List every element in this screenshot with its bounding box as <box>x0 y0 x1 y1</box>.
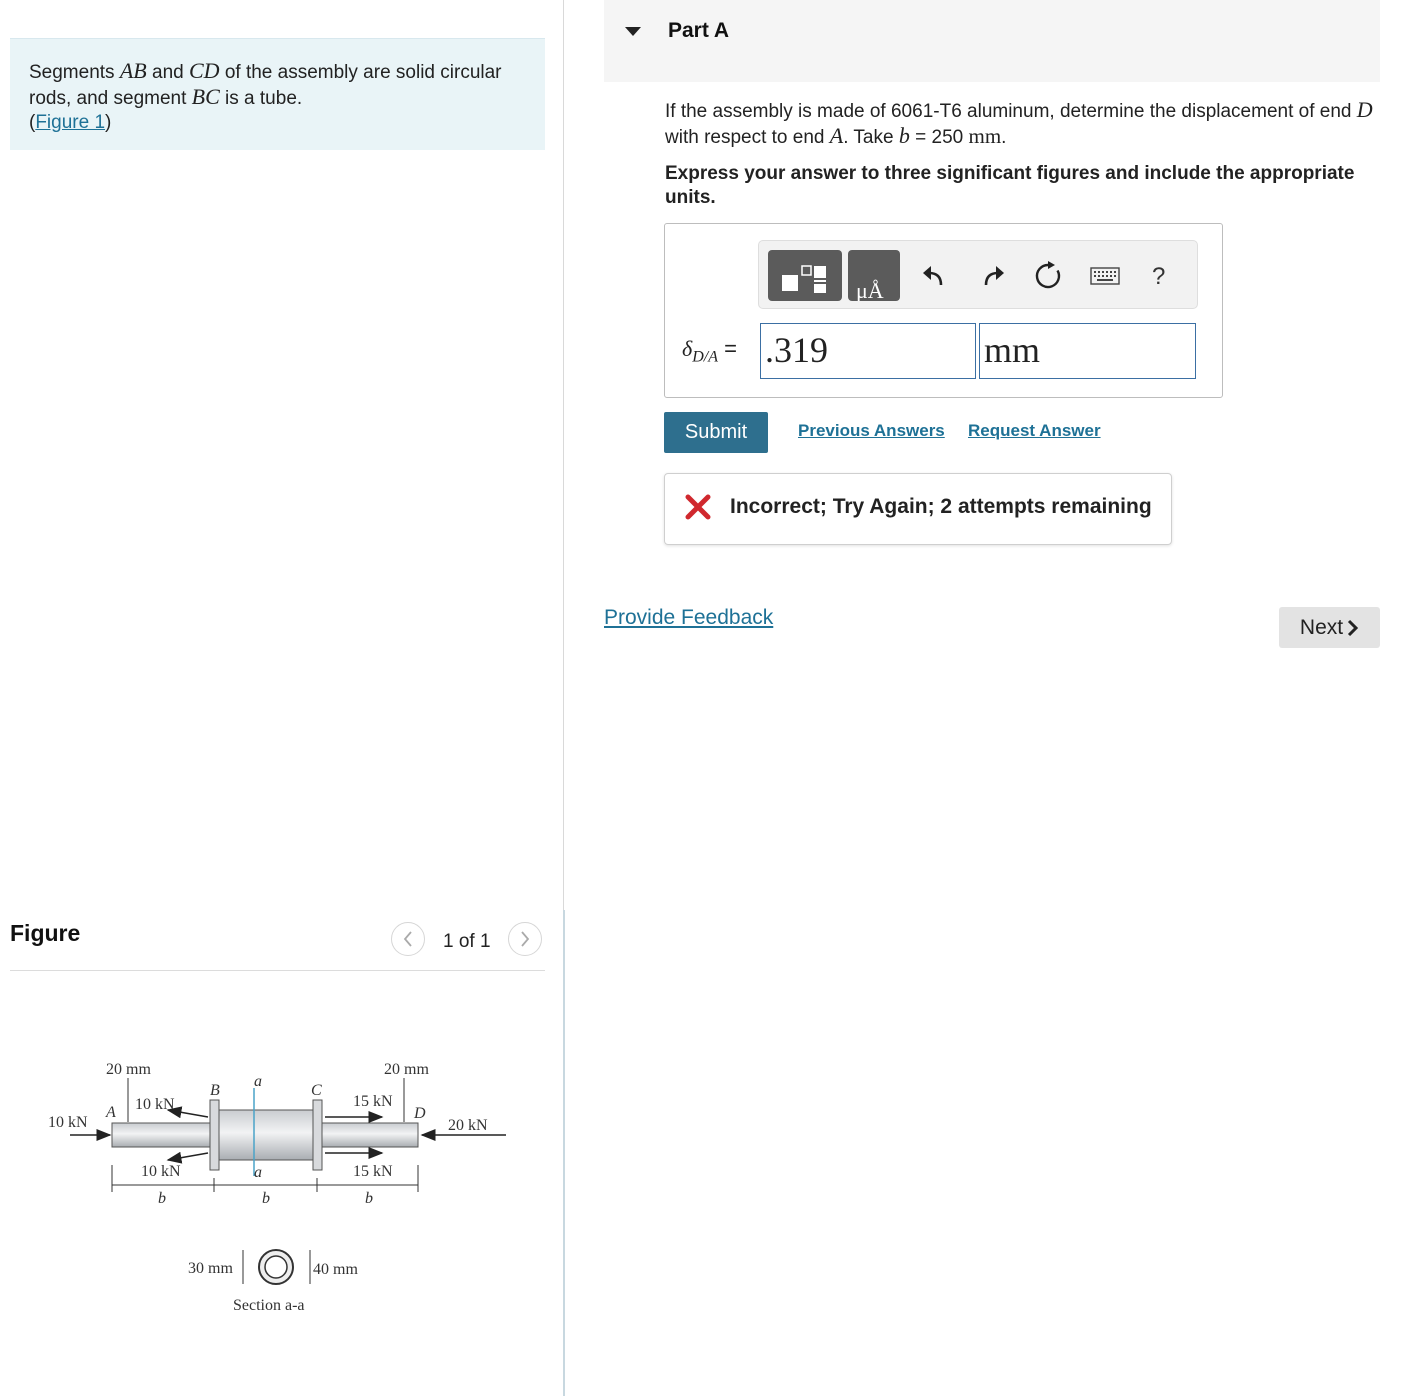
answer-instruction: Express your answer to three significant figures and include the appropriate units. <box>665 163 1355 208</box>
upper-left-force-label: 10 kN <box>135 1096 175 1113</box>
right-force-label: 20 kN <box>448 1117 488 1134</box>
math-cd: CD <box>188 58 220 83</box>
caret-down-icon <box>625 27 641 36</box>
intro-text: of the assembly are solid circular rods, and segment <box>29 62 502 109</box>
math-b: b <box>898 123 910 148</box>
figure-prev-button[interactable] <box>391 922 425 956</box>
question-text-segment: . Take <box>843 127 899 148</box>
intro-text: and <box>146 62 189 83</box>
problem-intro <box>10 38 545 150</box>
figure-link[interactable]: Figure 1 <box>35 112 106 133</box>
figure-pager: 1 of 1 <box>443 931 491 952</box>
figure-header <box>10 918 545 971</box>
rod-ab <box>112 1123 212 1147</box>
answer-label <box>682 336 737 366</box>
x-mark-icon <box>685 494 711 520</box>
outer-dim-label: 40 mm <box>313 1261 358 1278</box>
math-ab: AB <box>119 58 147 83</box>
section-top-label: a <box>254 1073 262 1090</box>
question-text <box>665 98 1380 150</box>
lower-left-force-label: 10 kN <box>141 1163 181 1180</box>
undo-button[interactable] <box>917 259 951 293</box>
units-glyph: μÅ <box>856 278 884 301</box>
previous-answers-link[interactable]: Previous Answers <box>798 421 945 440</box>
redo-icon <box>980 263 1006 289</box>
point-a-label: A <box>106 1104 116 1121</box>
help-button[interactable]: ? <box>1152 263 1166 290</box>
answer-value-input[interactable]: .319 <box>760 323 976 379</box>
units-icon <box>848 250 900 301</box>
lower-left-force-arrow <box>168 1153 208 1160</box>
unit-mm: mm <box>968 124 1002 148</box>
next-label: Next <box>1299 615 1344 639</box>
paren: ( <box>29 112 36 133</box>
flange-c <box>313 1100 322 1170</box>
part-a-header[interactable] <box>604 0 1380 82</box>
section-bottom-label: a <box>254 1164 262 1181</box>
equals-sign: = <box>718 336 737 361</box>
delta-symbol: δ <box>682 336 693 361</box>
lower-right-force-label: 15 kN <box>353 1163 393 1180</box>
feedback-message <box>664 473 1172 545</box>
intro-text: is a tube. <box>219 88 303 109</box>
rod-cd <box>320 1123 418 1147</box>
answer-unit-input[interactable]: mm <box>979 323 1196 379</box>
request-answer-link[interactable]: Request Answer <box>968 421 1101 440</box>
b-label: b <box>262 1190 270 1207</box>
math-a: A <box>829 123 844 148</box>
chevron-left-icon <box>402 931 414 947</box>
question-text-segment: If the assembly is made of 6061-T6 aluminum, determine the displacement of end <box>665 101 1357 122</box>
submit-button[interactable]: Submit <box>664 412 768 453</box>
tube-bc <box>218 1110 314 1160</box>
figure-title: Figure <box>10 920 81 946</box>
point-c-label: C <box>311 1082 322 1099</box>
feedback-text: Incorrect; Try Again; 2 attempts remaining <box>730 495 1152 518</box>
b-label: b <box>365 1190 373 1207</box>
undo-icon <box>921 263 947 289</box>
point-b-label: B <box>210 1082 220 1099</box>
flange-b <box>210 1100 219 1170</box>
inner-dim-label: 30 mm <box>188 1260 233 1277</box>
templates-icon <box>768 250 842 301</box>
math-d: D <box>1356 97 1373 122</box>
paren: ) <box>105 112 112 133</box>
units-button[interactable] <box>848 250 900 301</box>
question-text-segment: . <box>1001 127 1007 148</box>
tube-section-inner <box>265 1256 287 1278</box>
math-toolbar <box>758 240 1198 309</box>
b-label: b <box>158 1190 166 1207</box>
upper-right-force-label: 15 kN <box>353 1093 393 1110</box>
question-text-segment: = 250 <box>909 127 969 148</box>
part-title: Part A <box>668 19 730 42</box>
left-force-label: 10 kN <box>48 1114 88 1131</box>
chevron-right-icon <box>519 931 531 947</box>
column-resize-handle[interactable] <box>563 910 565 1396</box>
section-caption: Section a-a <box>233 1297 305 1314</box>
reset-button[interactable] <box>1031 259 1065 293</box>
delta-subscript: D/A <box>692 348 719 366</box>
point-d-label: D <box>414 1105 426 1122</box>
keyboard-button[interactable] <box>1088 259 1122 293</box>
intro-text: Segments <box>29 62 120 83</box>
math-bc: BC <box>191 84 220 109</box>
next-button[interactable] <box>1279 607 1380 648</box>
templates-button[interactable] <box>768 250 842 301</box>
reset-icon <box>1033 261 1063 291</box>
assembly-diagram <box>40 1040 520 1330</box>
redo-button[interactable] <box>976 259 1010 293</box>
keyboard-icon <box>1090 266 1120 286</box>
top-left-dim-label: 20 mm <box>106 1061 151 1078</box>
question-text-segment: with respect to end <box>665 127 830 148</box>
top-right-dim-label: 20 mm <box>384 1061 429 1078</box>
provide-feedback-link[interactable]: Provide Feedback <box>604 606 774 629</box>
chevron-right-icon <box>1347 619 1359 637</box>
answer-box <box>664 223 1223 398</box>
figure-next-button[interactable] <box>508 922 542 956</box>
